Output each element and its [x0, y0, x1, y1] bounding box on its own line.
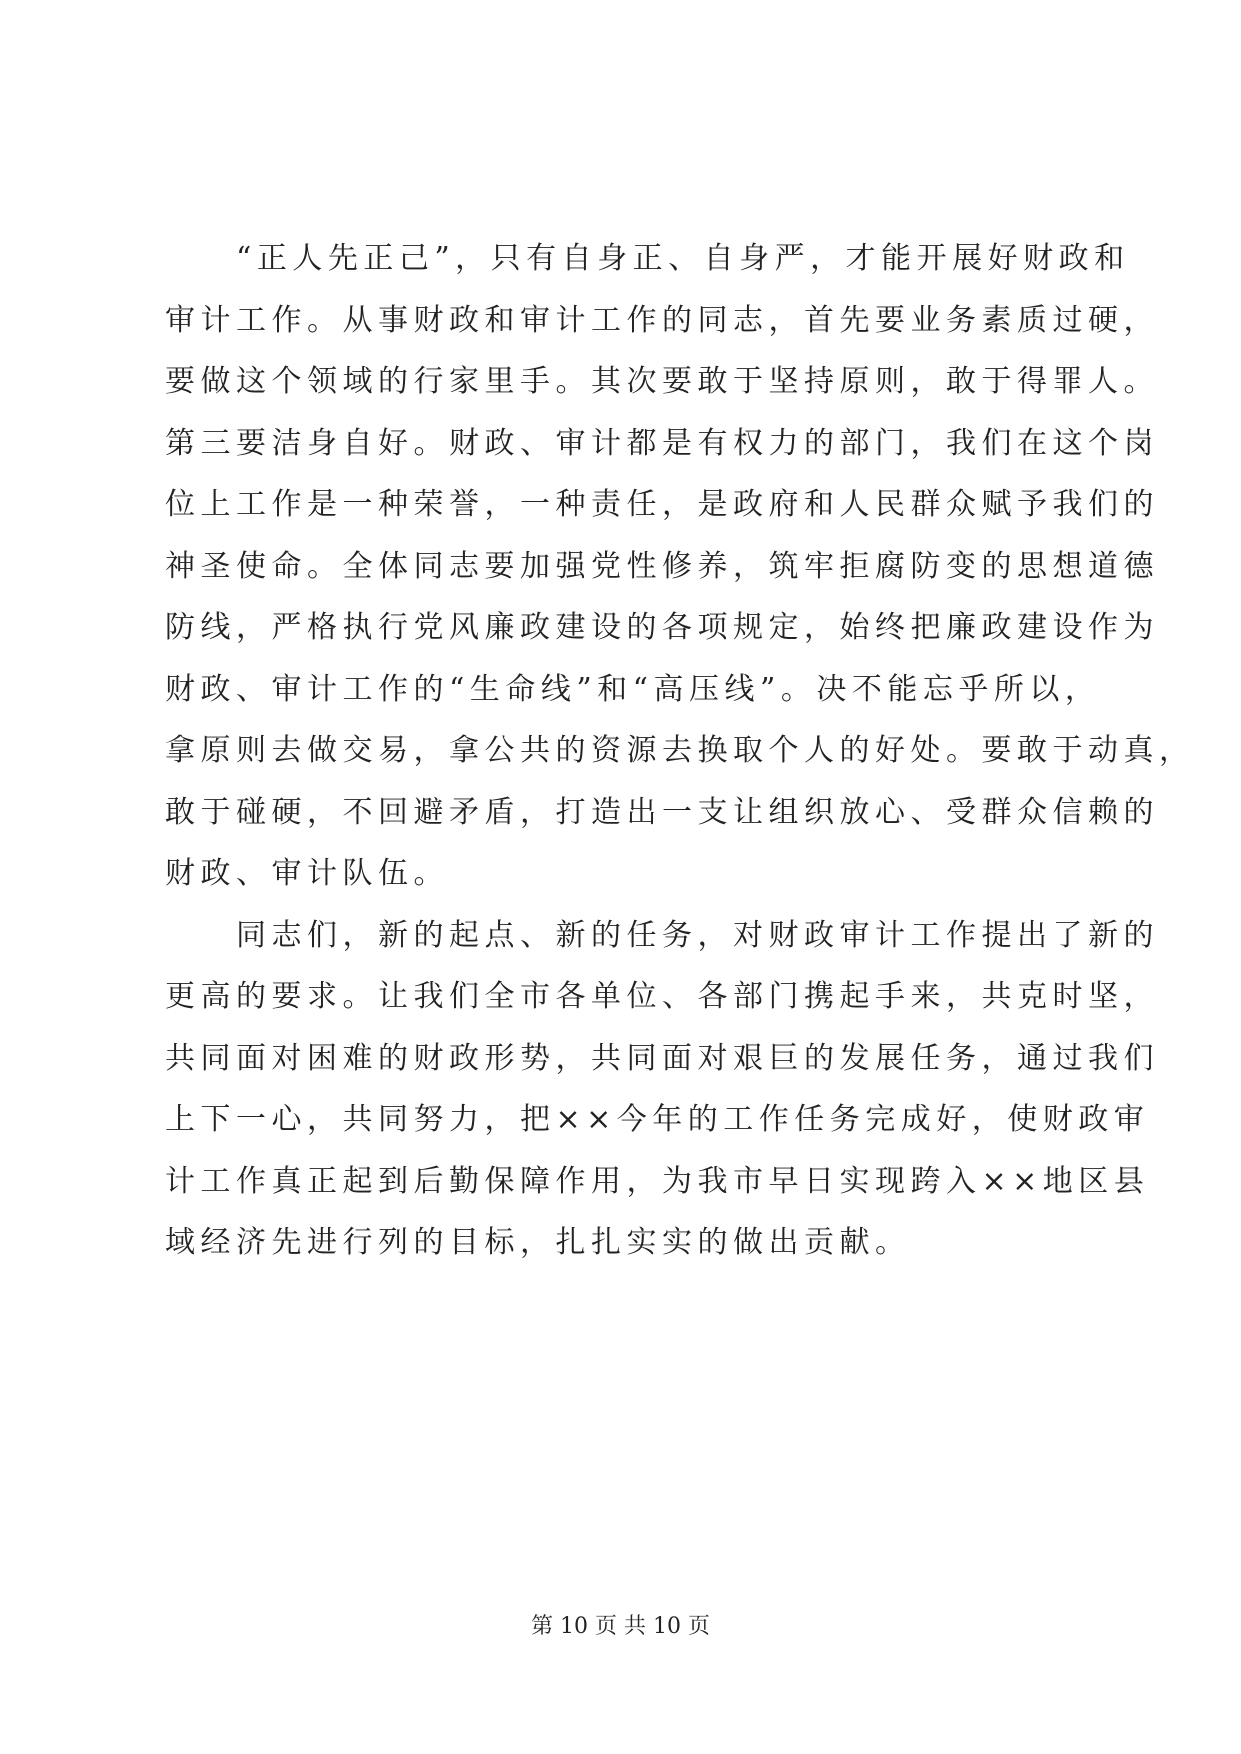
page-number: 第 10 页 共 10 页 [531, 1614, 710, 1639]
text-line: 敢于碰硬，不回避矛盾，打造出一支让组织放心、受群众信赖的 [165, 794, 1159, 830]
text-line: 神圣使命。全体同志要加强党性修养，筑牢拒腐防变的思想道德 [165, 548, 1159, 584]
body-text [165, 228, 1195, 1274]
text-line: 审计工作。从事财政和审计工作的同志，首先要业务素质过硬， [165, 302, 1159, 338]
text-line: “正人先正己”，只有自身正、自身严，才能开展好财政和 [165, 241, 1130, 276]
text-line: 同志们，新的起点、新的任务，对财政审计工作提出了新的 [165, 917, 1159, 953]
text-line: 上下一心，共同努力，把××今年的工作任务完成好，使财政审 [165, 1102, 1150, 1137]
text-line: 共同面对困难的财政形势，共同面对艰巨的发展任务，通过我们 [165, 1040, 1159, 1076]
text-line: 计工作真正起到后勤保障作用，为我市早日实现跨入××地区县 [165, 1163, 1150, 1199]
text-line: 第三要洁身自好。财政、审计都是有权力的部门，我们在这个岗 [165, 425, 1159, 461]
text-line: 财政、审计工作的“生命线”和“高压线”。决不能忘乎所以， [165, 671, 1101, 707]
page-footer [0, 1612, 1241, 1642]
text-line: 更高的要求。让我们全市各单位、各部门携起手来，共克时坚， [165, 979, 1159, 1014]
text-line: 域经济先进行列的目标，扎扎实实的做出贡献。 [165, 1225, 911, 1260]
text-line: 位上工作是一种荣誉，一种责任，是政府和人民群众赋予我们的 [165, 487, 1159, 522]
text-line: 要做这个领域的行家里手。其次要敢于坚持原则，敢于得罪人。 [165, 364, 1159, 399]
text-line: 防线，严格执行党风廉政建设的各项规定，始终把廉政建设作为 [165, 610, 1159, 645]
text-line: 拿原则去做交易，拿公共的资源去换取个人的好处。要敢于动真， [165, 733, 1195, 768]
text-line: 财政、审计队伍。 [165, 856, 449, 891]
